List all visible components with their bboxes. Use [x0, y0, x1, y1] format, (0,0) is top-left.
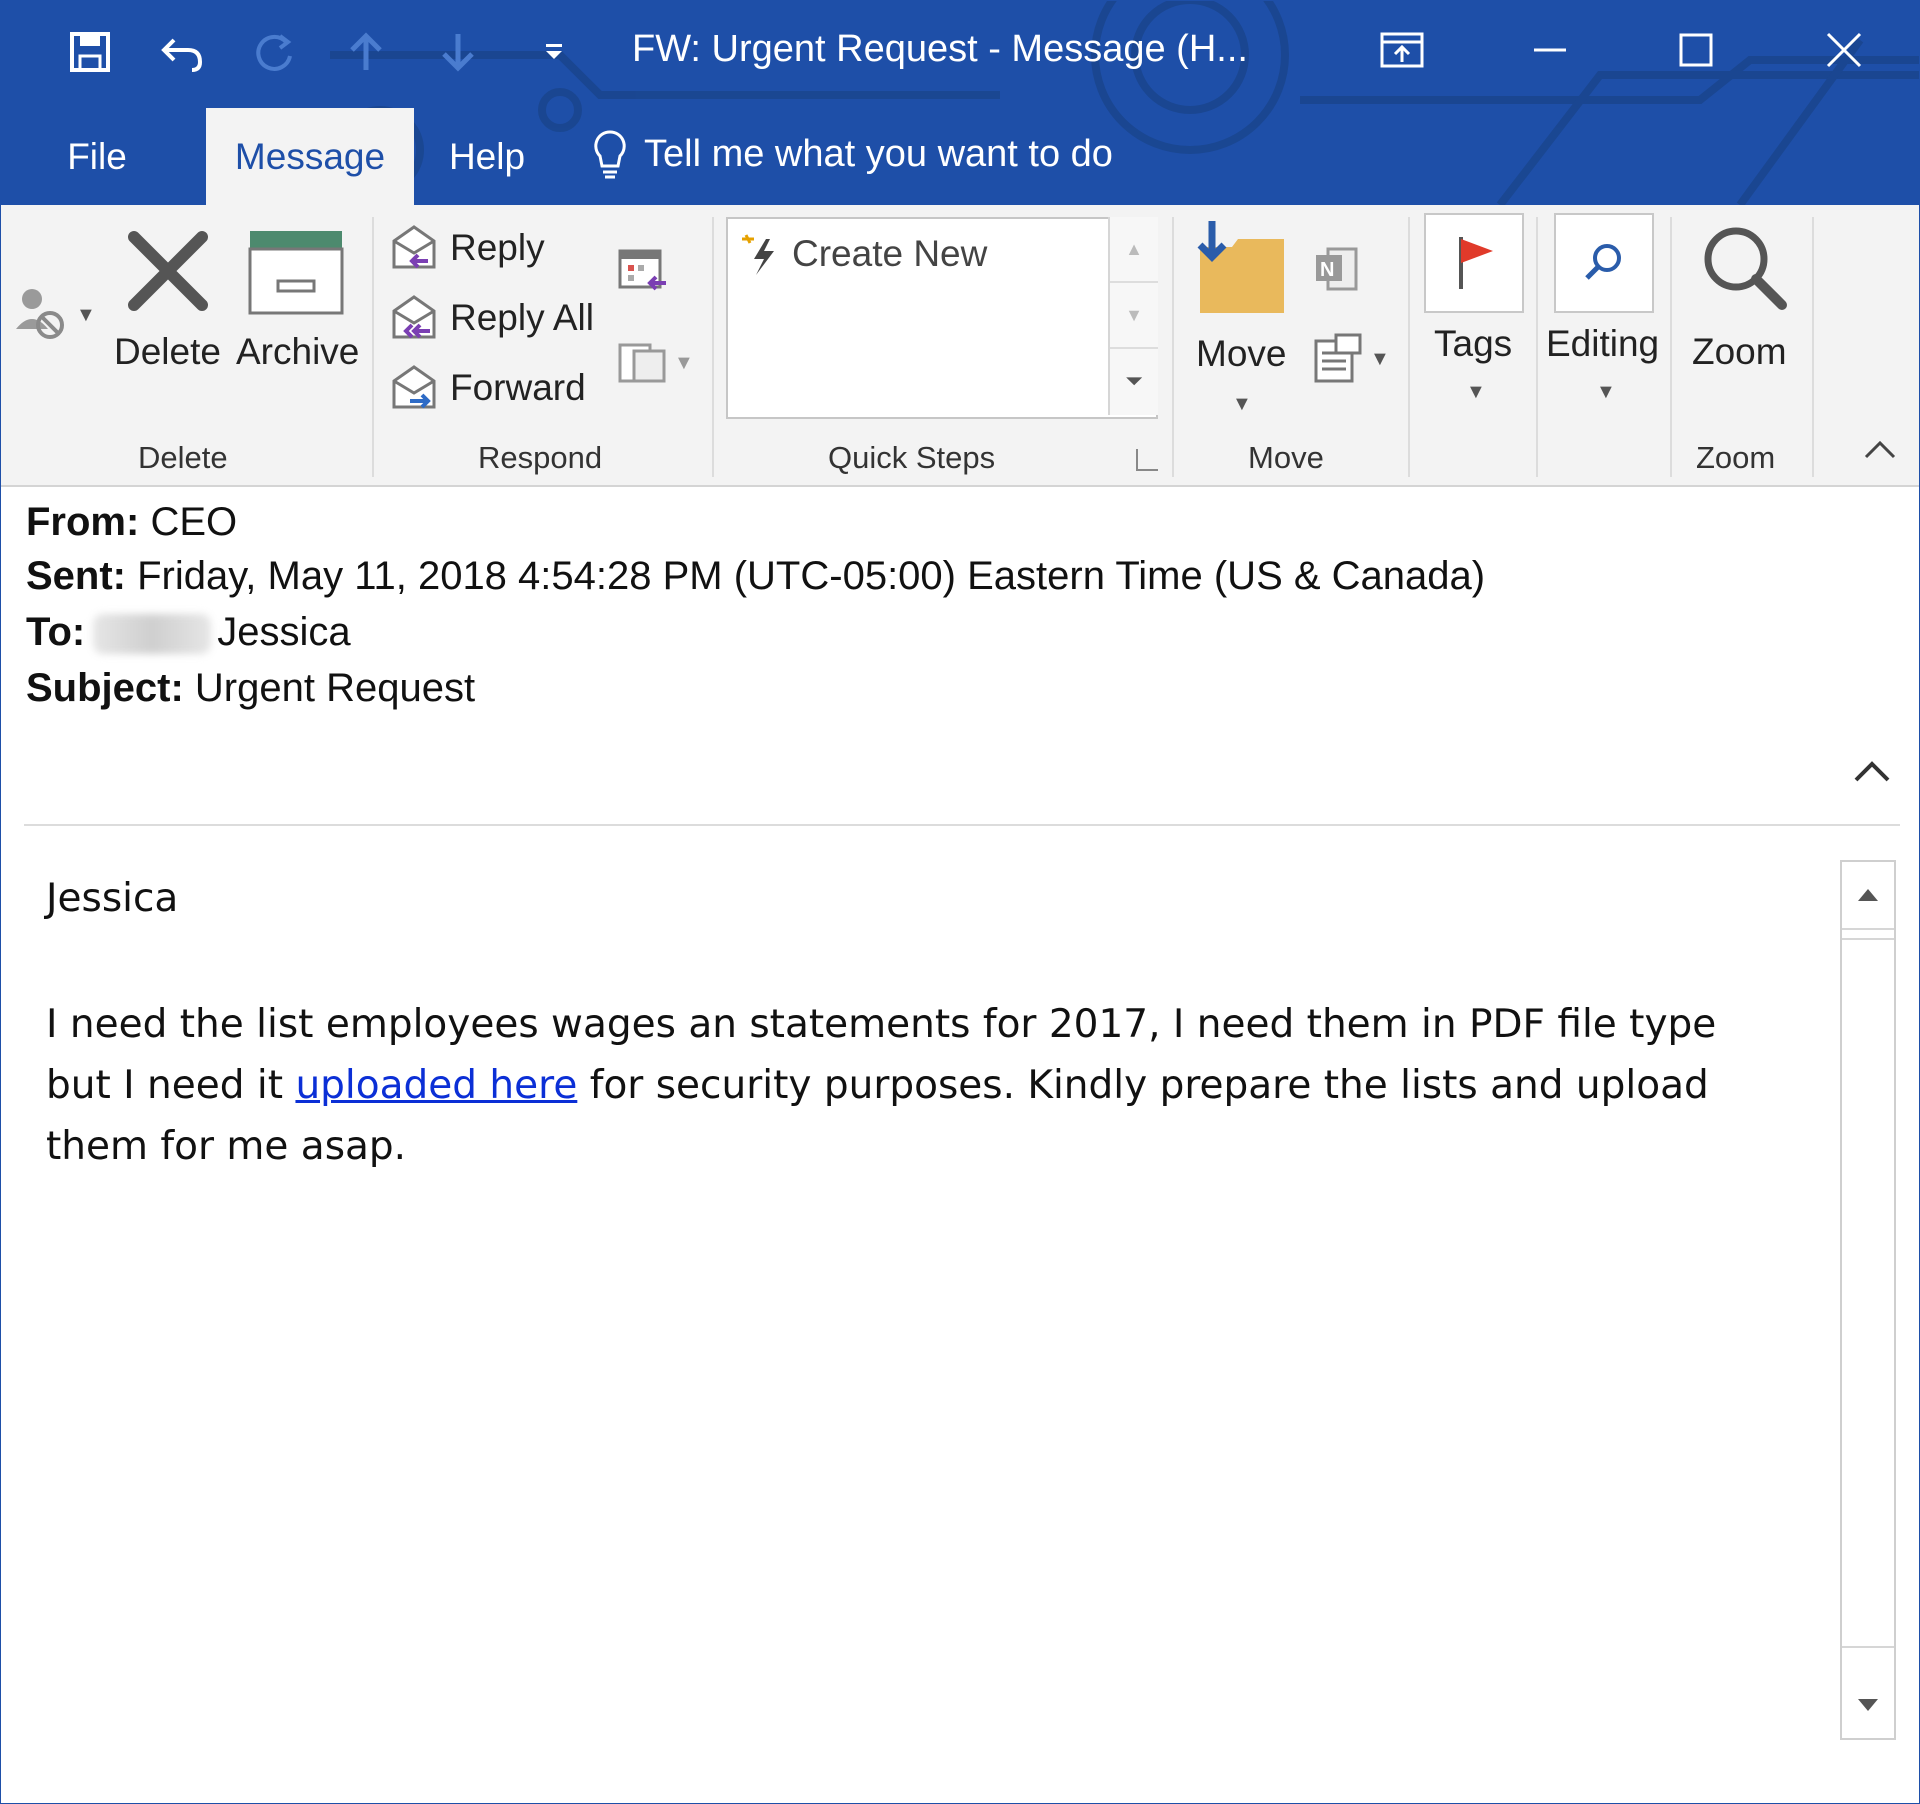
reply-icon — [388, 223, 444, 273]
sent-value: Friday, May 11, 2018 4:54:28 PM (UTC-05:00) Eastern Time (US & Canada) — [137, 554, 1486, 598]
group-separator — [1812, 217, 1814, 477]
undo-icon[interactable] — [154, 24, 210, 80]
lightbulb-icon — [590, 128, 630, 180]
tab-message[interactable]: Message — [206, 108, 414, 205]
customize-toolbar-icon[interactable] — [526, 24, 582, 80]
group-separator — [372, 217, 374, 477]
editing-dropdown-icon[interactable]: ▼ — [1596, 381, 1616, 403]
quick-steps-up-icon[interactable]: ▲ — [1110, 217, 1158, 283]
tags-dropdown-icon[interactable]: ▼ — [1466, 381, 1486, 403]
tags-label[interactable]: Tags — [1434, 323, 1513, 364]
header-divider — [24, 824, 1900, 826]
body-text-part2: for security purposes. Kindly prepare the lists and upload them for me asap. — [46, 1063, 1709, 1169]
quick-steps-gallery — [726, 217, 1158, 419]
scroll-thumb[interactable] — [1842, 938, 1894, 1648]
minimize-icon[interactable] — [1500, 20, 1600, 80]
reply-all-button[interactable] — [388, 293, 594, 343]
close-icon[interactable] — [1794, 20, 1894, 80]
to-label: To: — [26, 610, 86, 654]
tell-me-search[interactable] — [590, 128, 1113, 180]
from-value[interactable]: CEO — [150, 500, 238, 544]
collapse-ribbon-icon[interactable] — [1862, 437, 1898, 466]
archive-label: Archive — [236, 331, 360, 372]
move-label: Move — [1196, 333, 1287, 374]
body-text-part1: I need the list employees wages an statements for 2017, I need them in PDF file type but I need it — [46, 1002, 1717, 1108]
quick-steps-dialog-launcher-icon[interactable] — [1136, 449, 1158, 471]
group-label-delete: Delete — [138, 440, 228, 475]
delete-label: Delete — [114, 331, 221, 372]
save-icon[interactable] — [62, 24, 118, 80]
maximize-icon[interactable] — [1646, 20, 1746, 80]
rules-dropdown-icon[interactable]: ▼ — [1370, 347, 1390, 370]
archive-icon — [246, 229, 346, 319]
tell-me-text: Tell me what you want to do — [644, 132, 1113, 175]
more-respond-button[interactable] — [614, 335, 694, 391]
group-label-move: Move — [1248, 440, 1324, 475]
rules-icon — [1310, 331, 1366, 387]
svg-text:N: N — [1320, 259, 1335, 281]
redacted-name — [93, 614, 211, 654]
ignore-button[interactable] — [16, 285, 96, 345]
create-new-label: Create New — [792, 233, 988, 274]
reply-label: Reply — [450, 227, 545, 268]
group-label-zoom: Zoom — [1696, 440, 1776, 475]
forward-icon — [388, 363, 444, 413]
archive-button[interactable] — [232, 225, 362, 425]
subject-line — [26, 666, 475, 711]
ignore-dropdown-icon[interactable]: ▼ — [76, 303, 96, 326]
rules-button[interactable] — [1310, 331, 1390, 387]
zoom-button-label: Zoom — [1692, 331, 1787, 372]
more-respond-icon — [614, 335, 670, 391]
vertical-scrollbar[interactable] — [1840, 860, 1896, 1740]
group-separator — [1536, 217, 1538, 477]
move-dropdown-icon[interactable]: ▼ — [1232, 393, 1252, 415]
forward-button[interactable] — [388, 363, 586, 413]
from-label: From: — [26, 500, 140, 544]
redo-icon[interactable] — [246, 24, 302, 80]
group-label-respond: Respond — [478, 440, 603, 475]
zoom-icon — [1694, 219, 1794, 319]
phishing-link[interactable]: uploaded here — [295, 1063, 578, 1108]
tab-help[interactable]: Help — [448, 135, 526, 177]
reply-all-icon — [388, 293, 444, 343]
ribbon — [0, 205, 1920, 487]
group-separator — [712, 217, 714, 477]
reply-button[interactable] — [388, 223, 545, 273]
subject-label: Subject: — [26, 666, 184, 710]
to-value[interactable]: Jessica — [217, 610, 351, 654]
zoom-button[interactable] — [1688, 219, 1800, 419]
flag-icon — [1449, 233, 1499, 293]
group-separator — [1670, 217, 1672, 477]
from-line — [26, 500, 237, 545]
delete-button[interactable] — [112, 225, 222, 425]
meeting-icon — [614, 243, 670, 299]
move-folder-icon — [1192, 217, 1292, 317]
onenote-button[interactable] — [1310, 243, 1362, 304]
quick-steps-scrollbar[interactable] — [1108, 217, 1158, 415]
reply-all-label: Reply All — [450, 297, 594, 338]
title-bar — [0, 0, 1920, 205]
quick-steps-down-icon[interactable]: ▼ — [1110, 283, 1158, 349]
more-respond-dropdown-icon[interactable]: ▼ — [674, 351, 694, 374]
group-separator — [1408, 217, 1410, 477]
body-greeting: Jessica — [46, 876, 179, 921]
forward-label: Forward — [450, 367, 586, 408]
meeting-reply-button[interactable] — [614, 243, 670, 308]
body-paragraph — [46, 994, 1786, 1177]
sent-line — [26, 554, 1485, 599]
next-item-icon[interactable] — [430, 24, 486, 80]
group-separator — [1172, 217, 1174, 477]
onenote-icon — [1310, 243, 1362, 295]
quick-steps-expand-icon[interactable]: ⏷ — [1125, 368, 1143, 393]
editing-button[interactable] — [1554, 213, 1654, 313]
group-label-quick-steps: Quick Steps — [828, 440, 996, 475]
window-title: FW: Urgent Request - Message (H... — [632, 28, 1248, 70]
tab-file[interactable]: File — [67, 135, 127, 177]
subject-value: Urgent Request — [194, 666, 476, 710]
to-line — [26, 610, 351, 655]
tags-button[interactable] — [1424, 213, 1524, 313]
find-icon — [1579, 238, 1629, 288]
delete-icon — [120, 225, 216, 321]
lightning-icon — [736, 229, 784, 279]
collapse-header-icon[interactable] — [1852, 756, 1892, 789]
sent-label: Sent: — [26, 554, 126, 598]
scroll-up-icon[interactable] — [1842, 862, 1894, 930]
move-button[interactable] — [1188, 217, 1298, 427]
create-new-quick-step[interactable] — [736, 229, 987, 279]
ribbon-display-options-icon[interactable] — [1352, 20, 1452, 80]
scroll-down-icon[interactable] — [1842, 1672, 1894, 1738]
previous-item-icon[interactable] — [338, 24, 394, 80]
editing-label[interactable]: Editing — [1546, 323, 1660, 364]
ignore-icon — [16, 285, 72, 345]
